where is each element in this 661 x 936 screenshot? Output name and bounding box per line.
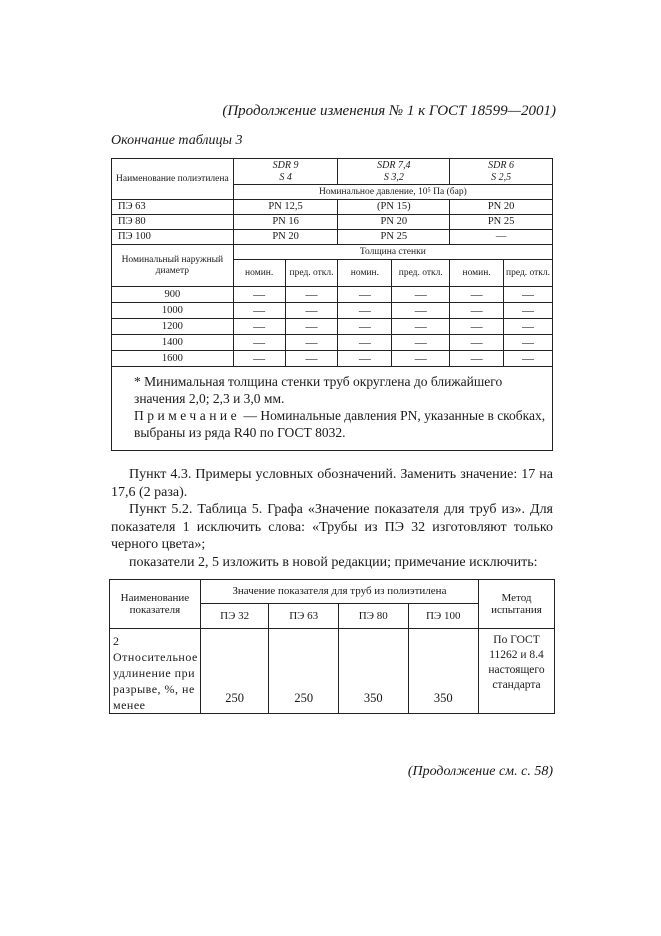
dash-cell: — [392,335,450,351]
table-row [112,319,553,335]
dash-cell: — [233,287,285,303]
dash-cell: — [450,351,504,367]
sub-dev: пред. откл. [392,260,450,287]
table-row [112,200,553,215]
dash-cell: — [338,351,392,367]
table-row [112,215,553,230]
material-name: ПЭ 100 [112,230,234,245]
material-header: ПЭ 63 [269,604,339,629]
dash-cell: — [233,335,285,351]
pressure-cell: PN 16 [233,215,338,230]
value-cell: 250 [269,629,339,714]
col-value: Значение показателя для труб из полиэтилена [200,580,478,604]
sub-dev: пред. откл. [285,260,338,287]
dash-cell: — [450,319,504,335]
dash-cell: — [338,287,392,303]
dash-cell: — [450,287,504,303]
table-row [110,629,555,714]
paragraph: показатели 2, 5 изложить в новой редакции; примечание исключить: [129,554,538,570]
table-row [112,335,553,351]
col-diameter: Номинальный наружный диаметр [112,245,234,287]
dash-cell: — [285,335,338,351]
note-text: — Номинальные давления PN, указанные в скобках, выбраны из ряда R40 по ГОСТ 8032. [134,408,546,440]
table-5 [109,579,555,714]
value-cell: 250 [200,629,269,714]
dash-cell: — [450,335,504,351]
page-footer: (Продолжение см. с. 58) [407,764,553,779]
table-caption: Окончание таблицы 3 [111,133,243,148]
value-cell: 350 [338,629,408,714]
diameter-cell: 1600 [112,351,234,367]
material-name: ПЭ 80 [112,215,234,230]
sub-min: номин. [338,260,392,287]
method-cell: По ГОСТ 11262 и 8.4 настоящего стандарта [479,629,555,714]
sdr-group-2: SDR 7,4 S 3,2 [338,159,450,185]
sub-min: номин. [450,260,504,287]
dash-cell: — [338,319,392,335]
sdr-group-1: SDR 9 S 4 [233,159,338,185]
dash-cell: — [233,351,285,367]
pressure-cell: PN 20 [450,200,553,215]
pressure-cell: PN 20 [233,230,338,245]
dash-cell: — [504,351,553,367]
pressure-cell: PN 25 [450,215,553,230]
dash-cell: — [233,319,285,335]
sdr-group-3: SDR 6 S 2,5 [450,159,553,185]
page-header: (Продолжение изменения № 1 к ГОСТ 18599—2001) [222,103,556,119]
dash-cell: — [285,287,338,303]
diameter-cell: 1000 [112,303,234,319]
pressure-cell: (PN 15) [338,200,450,215]
paragraph: Пункт 4.3. Примеры условных обозначений. Заменить значение: 17 на 17,6 (2 раза). [111,467,553,500]
table-row [112,287,553,303]
note-label: Примечание [134,408,241,423]
material-name: ПЭ 63 [112,200,234,215]
table-row [112,230,553,245]
dash-cell: — [392,319,450,335]
dash-cell: — [338,303,392,319]
pressure-cell: PN 25 [338,230,450,245]
dash-cell: — [504,335,553,351]
diameter-cell: 1200 [112,319,234,335]
dash-cell: — [504,287,553,303]
col-polyethylene-name: Наименование полиэтилена [112,159,234,200]
dash-cell: — [285,351,338,367]
value-cell: 350 [408,629,478,714]
paragraph: Пункт 5.2. Таблица 5. Графа «Значение показателя для труб из». Для показателя 1 исключить слова: «Трубы из ПЭ 32 изготовляют только черного цвета»; [111,502,553,552]
indicator-cell: 2 Относительное удлинение при разрыве, %, не менее [110,629,201,714]
table-row [112,351,553,367]
dash-cell: — [233,303,285,319]
diameter-cell: 1400 [112,335,234,351]
dash-cell: — [285,319,338,335]
amendment-text [111,466,553,571]
dash-cell: — [392,287,450,303]
dash-cell: — [450,303,504,319]
diameter-cell: 900 [112,287,234,303]
pressure-cell: PN 12,5 [233,200,338,215]
dash-cell: — [392,303,450,319]
dash-cell: — [338,335,392,351]
note-primechanie [134,407,546,441]
material-header: ПЭ 80 [338,604,408,629]
sub-dev: пред. откл. [504,260,553,287]
thickness-header: Толщина стенки [233,245,552,260]
dash-cell: — [504,319,553,335]
sub-min: номин. [233,260,285,287]
pressure-cell: — [450,230,553,245]
dash-cell: — [392,351,450,367]
table-notes [112,367,553,451]
table-row [112,303,553,319]
table-3 [111,158,553,451]
material-header: ПЭ 32 [200,604,269,629]
note-footnote: * Минимальная толщина стенки труб округлена до ближайшего значения 2,0; 2,3 и 3,0 мм. [134,374,503,406]
material-header: ПЭ 100 [408,604,478,629]
pressure-header: Номинальное давление, 10⁵ Па (бар) [233,185,552,200]
pressure-cell: PN 20 [338,215,450,230]
dash-cell: — [504,303,553,319]
col-method: Метод испытания [479,580,555,629]
dash-cell: — [285,303,338,319]
col-indicator: Наименование показателя [110,580,201,629]
